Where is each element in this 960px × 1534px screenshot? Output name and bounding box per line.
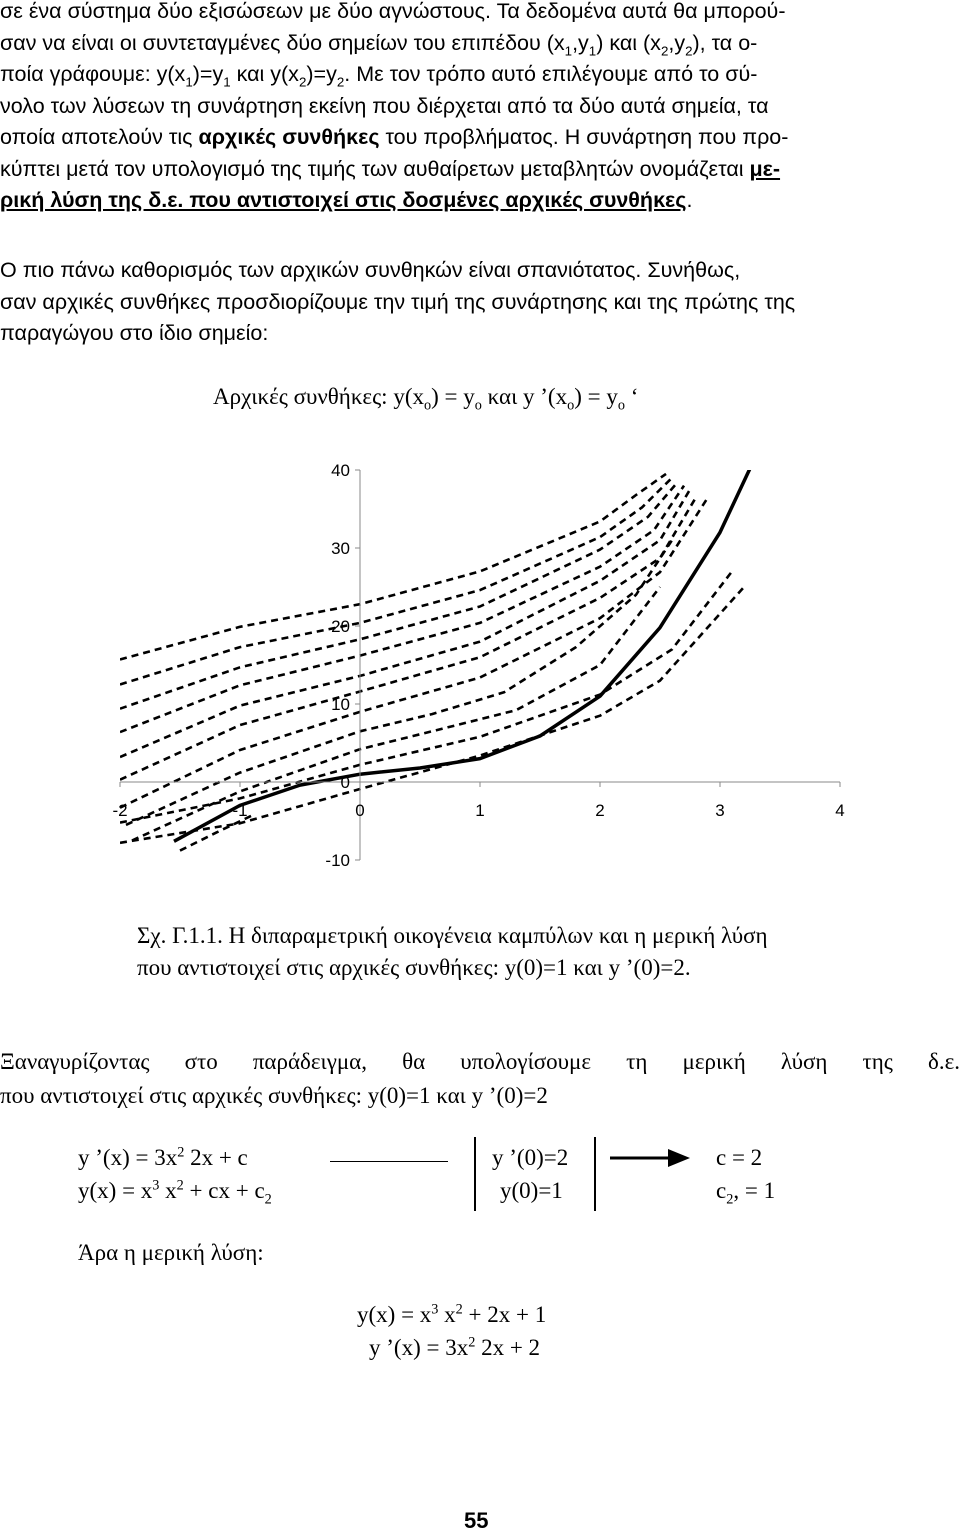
intro-line-3: ποία γράφουμε: $y(x_1)=y_1$ και $y(x_2)=y_2$. Με τον τρόπο αυτό επιλέγουμε από το σύ- xyxy=(0,62,758,90)
paragraph-3: Ξαναγυρίζοντας στο παράδειγμα, θα υπολογίσουμε τη μερική λύση της δ.ε. που αντιστοιχεί στις αρχικές συνθήκες: y(0)=1 και y ’(0)=2 xyxy=(0,1049,960,1108)
family-curve-1 xyxy=(120,497,708,807)
intro-line-6: κύπτει μετά τον υπολογισμό της τιμής των αυθαίρετων μεταβλητών ονομάζεται με- xyxy=(0,156,781,181)
x-tick-label: 1 xyxy=(475,801,485,820)
y-tick-label: 0 xyxy=(340,773,350,792)
y-tick-label: 40 xyxy=(331,461,350,480)
result-c: c = 2 xyxy=(716,1145,763,1170)
term-initial-conditions: αρχικές συνθήκες xyxy=(198,125,380,149)
family-curve-7 xyxy=(120,474,666,660)
figure-caption: Σχ. Γ.1.1. Η διπαραμετρική οικογένεια καμπύλων και η μερική λύση που αντιστοιχεί στις αρχικές συνθήκες: y(0)=1 και y ’(0)=2. xyxy=(137,923,768,980)
x-tick-label: -1 xyxy=(232,801,248,820)
left-bracket-rule xyxy=(474,1137,476,1211)
y-tick-label: -10 xyxy=(325,851,350,870)
x-tick-label: 2 xyxy=(595,801,605,820)
intro-line-4: νολο των λύσεων τη συνάρτηση εκείνη που διέρχεται από τα δύο αυτά σημεία, τα xyxy=(0,93,769,118)
particular-solution-curve xyxy=(174,440,780,841)
paragraph-2: Ο πιο πάνω καθορισμός των αρχικών συνθηκών είναι σπανιότατος. Συνήθως, σαν αρχικές συνθήκες προσδιορίζουμε την τιμή της συνάρτησης και της πρώτης της παραγώγου στο ίδιο σημείο: xyxy=(0,258,796,345)
right-arrow-icon xyxy=(610,1148,690,1168)
chart-ticks xyxy=(112,461,844,870)
result-c2: $c_2$, = 1 xyxy=(716,1178,776,1208)
chart-curves xyxy=(120,440,780,851)
family-curve-3 xyxy=(120,490,690,758)
y-tick-label: 10 xyxy=(331,695,350,714)
term-particular-solution: ρική λύση της δ.ε. που αντιστοιχεί στις δοσμένες αρχικές συνθήκες xyxy=(0,188,687,212)
intro-paragraph xyxy=(0,0,960,217)
equation-y: $y(x) = x^3$ $x^2$ + cx + $c_2$ xyxy=(78,1177,272,1208)
intro-line-1: σε ένα σύστημα δύο εξισώσεων με δύο αγνώστους. Τα δεδομένα αυτά θα μπορού- xyxy=(0,0,786,23)
family-curve-5 xyxy=(120,482,678,709)
x-tick-label: 0 xyxy=(355,801,365,820)
y-tick-label: 30 xyxy=(331,539,350,558)
family-curve-2 xyxy=(120,497,696,779)
solution-y: $y(x) = x^3$ $x^2 + 2x + 1$ xyxy=(357,1301,547,1327)
condition-y: y(0)=1 xyxy=(500,1178,563,1203)
family-curve-8 xyxy=(132,587,660,841)
intro-line-7: ρική λύση της δ.ε. που αντιστοιχεί στις δοσμένες αρχικές συνθήκες. xyxy=(0,188,693,212)
conclusion-label: Άρα η μερική λύση: xyxy=(78,1240,264,1265)
connector-line xyxy=(330,1161,448,1162)
condition-y-prime: y ’(0)=2 xyxy=(492,1145,569,1170)
x-tick-label: 4 xyxy=(835,801,845,820)
initial-conditions-line: Αρχικές συνθήκες: $y(x_o) = y_o$ και y $’(x_o) = y_o$ ‘ xyxy=(213,384,639,414)
intro-line-2: σαν να είναι οι συντεταγμένες δύο σημείων του επιπέδου $(x_1,y_1)$ και $(x_2,y_2)$, τα ο- xyxy=(0,30,758,58)
x-tick-label: -2 xyxy=(112,801,128,820)
y-tick-label: 20 xyxy=(331,617,350,636)
page-number: 55 xyxy=(464,1508,489,1533)
intro-line-5: οποία αποτελούν τις αρχικές συνθήκες του προβλήματος. Η συνάρτηση που προ- xyxy=(0,125,789,149)
right-bracket-rule xyxy=(594,1137,596,1211)
solution-y-prime: y ’(x) = $3x^2$ 2x + 2 xyxy=(369,1334,541,1360)
family-curve-6 xyxy=(120,478,672,685)
x-tick-label: 3 xyxy=(715,801,725,820)
equation-y-prime: y ’(x) = $3x^2$ 2x + c xyxy=(78,1144,248,1170)
solution-family-chart xyxy=(0,440,960,880)
